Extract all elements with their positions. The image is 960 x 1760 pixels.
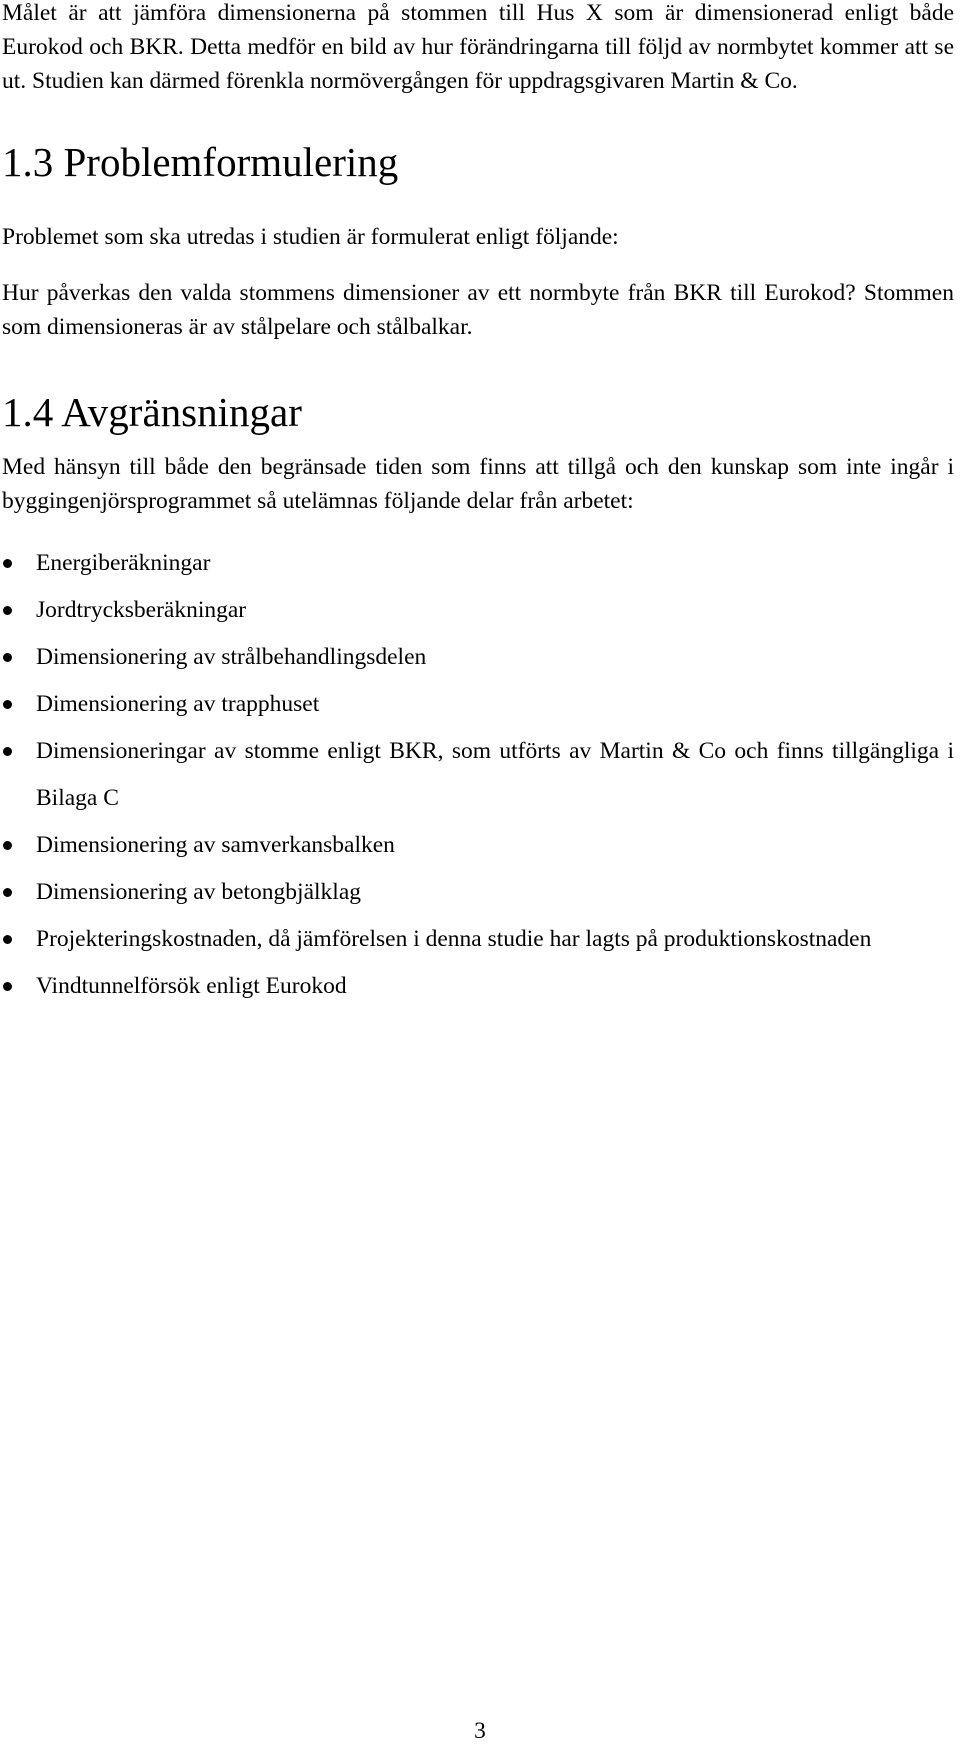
list-item — [2, 963, 954, 1010]
page-number: 3 — [474, 1718, 486, 1744]
list-item — [2, 916, 954, 963]
list-item-text: Dimensionering av betongbjälklag — [36, 879, 362, 905]
problem-intro-paragraph: Problemet som ska utredas i studien är formulerat enligt följande: — [2, 224, 619, 250]
list-item — [2, 540, 954, 587]
bullet-dot-icon — [3, 935, 12, 944]
list-item-text: Jordtrycksberäkningar — [36, 597, 247, 623]
list-item — [2, 728, 954, 822]
bullet-dot-icon — [3, 982, 12, 991]
list-item-text: Dimensionering av strålbehandlingsdelen — [36, 644, 427, 670]
bullet-dot-icon — [3, 653, 12, 662]
list-item — [2, 681, 954, 728]
section-heading-problemformulering: 1.3 Problemformulering — [2, 139, 399, 185]
bullet-dot-icon — [3, 700, 12, 709]
document-page — [2, 0, 954, 1010]
bullet-dot-icon — [3, 559, 12, 568]
list-item — [2, 587, 954, 634]
list-item-text: Projekteringskostnaden, då jämförelsen i denna studie har lagts på produktionskostnaden — [36, 926, 872, 952]
intro-paragraph: Målet är att jämföra dimensionerna på stommen till Hus X som är dimensionerad enligt både Eurokod och BKR. Detta medför en bild av hur förändringarna till följd av normbytet kommer att se ut. Studien kan därmed förenkla normövergången för uppdragsgivaren Martin & Co. — [2, 0, 954, 94]
list-item-text: Dimensionering av trapphuset — [36, 691, 320, 717]
list-item-text: Energiberäkningar — [36, 550, 211, 576]
problem-question-paragraph: Hur påverkas den valda stommens dimensioner av ett normbyte från BKR till Eurokod? Stommen som dimensioneras är av stålpelare och stålbalkar. — [2, 280, 954, 340]
list-item-text: Vindtunnelförsök enligt Eurokod — [36, 973, 347, 999]
bullet-dot-icon — [3, 841, 12, 850]
limitations-intro-paragraph: Med hänsyn till både den begränsade tiden som finns att tillgå och den kunskap som inte ingår i byggingenjörsprogrammet så utelämnas följande delar från arbetet: — [2, 454, 954, 514]
limitations-bullet-list — [2, 540, 954, 1010]
bullet-dot-icon — [3, 747, 12, 756]
list-item-text: Dimensioneringar av stomme enligt BKR, som utförts av Martin & Co och finns tillgängliga i Bilaga C — [36, 738, 954, 811]
list-item — [2, 822, 954, 869]
section-heading-avgransningar: 1.4 Avgränsningar — [2, 389, 302, 435]
list-item — [2, 869, 954, 916]
bullet-dot-icon — [3, 606, 12, 615]
bullet-dot-icon — [3, 888, 12, 897]
list-item-text: Dimensionering av samverkansbalken — [36, 832, 395, 858]
list-item — [2, 634, 954, 681]
